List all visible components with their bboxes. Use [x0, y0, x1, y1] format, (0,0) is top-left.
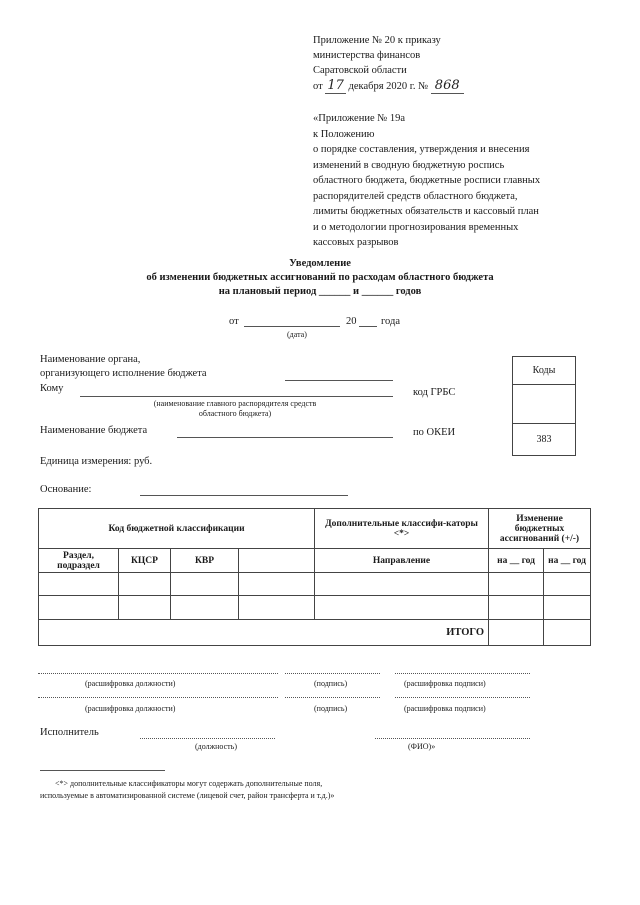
total-label: ИТОГО [39, 620, 489, 646]
appendix-line: «Приложение № 19а [313, 113, 406, 124]
executor-name-caption: (ФИО)» [408, 742, 436, 751]
budget-label: Наименование бюджета [40, 425, 148, 436]
footnote-line1: <*> дополнительные классификаторы могут содержать дополнительные поля, [55, 779, 323, 788]
order-appendix-line1: Приложение № 20 к приказу [313, 35, 441, 46]
basis-field-line [140, 495, 348, 496]
sig2-name-caption: (расшифровка подписи) [404, 704, 486, 713]
budget-field-line [177, 437, 393, 438]
appendix-line: распорядителей средств областного бюджета, [313, 190, 518, 202]
sig1-position-caption: (расшифровка должности) [85, 679, 176, 688]
sig2-signature-caption: (подпись) [314, 704, 348, 713]
order-date-mid: декабря 2020 г. № [348, 81, 429, 92]
sig1-name-caption: (расшифровка подписи) [404, 679, 486, 688]
appendix-block [313, 111, 540, 251]
appendix-line: кассовых разрывов [313, 237, 399, 248]
col-year1-header: на __ год [489, 549, 544, 573]
codes-grbs-cell [513, 385, 575, 424]
order-number-handwritten: 868 [431, 78, 464, 94]
footnote-line2: используемые в автоматизированной системе (лицевой счет, район трансферта и т.д.)» [40, 791, 335, 800]
codes-okei-cell: 383 [536, 434, 552, 445]
basis-label: Основание: [40, 484, 92, 495]
date-year-prefix: 20 [346, 316, 357, 327]
sig1-signature-caption: (подпись) [314, 679, 348, 688]
order-date-prefix: от [313, 81, 323, 92]
to-caption-2: областного бюджета) [198, 409, 272, 418]
col-section-header: Раздел, подраздел [39, 549, 119, 573]
appendix-line: и о методологии прогнозирования временных [313, 221, 519, 233]
to-caption-1: (наименование главного распорядителя средств [153, 399, 317, 408]
executor-name-line [375, 738, 530, 739]
budget-changes-table [38, 508, 591, 646]
group-additional-header: Дополнительные классифи-каторы <*> [315, 509, 489, 549]
okei-label: по ОКЕИ [413, 427, 456, 438]
doc-title: Уведомление [289, 258, 351, 269]
sig1-signature-line [285, 673, 380, 674]
col-kcsr-header: КЦСР [119, 549, 171, 573]
col-year2-header: на __ год [544, 549, 591, 573]
appendix-line: областного бюджета, бюджетные росписи главных [313, 175, 541, 186]
grbs-label: код ГРБС [413, 387, 456, 398]
col-direction-header: Направление [315, 549, 489, 573]
org-field-line [285, 380, 393, 381]
org-label-1: Наименование органа, [40, 354, 141, 365]
col-empty-header [239, 549, 315, 573]
sig2-position-caption: (расшифровка должности) [85, 704, 176, 713]
sig1-position-line [38, 673, 278, 674]
executor-position-caption: (должность) [195, 742, 237, 751]
footnote-separator [40, 770, 165, 771]
org-label-2: организующего исполнение бюджета [40, 368, 207, 379]
total-row [39, 620, 591, 646]
sig2-signature-line [285, 697, 380, 698]
appendix-line: о порядке составления, утверждения и внесения [313, 144, 530, 155]
to-field-line [80, 396, 393, 397]
sig2-position-line [38, 697, 278, 698]
date-day-month-line [244, 326, 340, 327]
unit-label: Единица измерения: руб. [40, 456, 153, 467]
codes-box [512, 356, 576, 456]
order-appendix-line2: министерства финансов [313, 50, 421, 61]
date-caption: (дата) [287, 330, 307, 339]
sig1-name-line [395, 673, 530, 674]
date-prefix: от [229, 316, 239, 327]
to-label: Кому [40, 383, 64, 394]
doc-subtitle: об изменении бюджетных ассигнований по расходам областного бюджета [146, 272, 494, 283]
date-year-line [359, 326, 377, 327]
order-appendix-line3: Саратовской области [313, 65, 407, 76]
appendix-line: изменений в сводную бюджетную роспись [313, 159, 505, 171]
appendix-line: к Положению [313, 128, 375, 140]
col-kvr-header: КВР [171, 549, 239, 573]
executor-label: Исполнитель [40, 727, 99, 738]
table-row [39, 596, 591, 620]
executor-position-line [140, 738, 275, 739]
doc-period: на плановый период ______ и ______ годов [218, 286, 422, 297]
sig2-name-line [395, 697, 530, 698]
order-date-line [313, 79, 464, 93]
codes-header: Коды [513, 357, 575, 385]
date-suffix: года [381, 316, 400, 327]
appendix-line: лимиты бюджетных обязательств и кассовый план [313, 206, 539, 217]
order-day-handwritten: 17 [327, 78, 344, 93]
table-row [39, 573, 591, 596]
group-change-header: Изменение бюджетных ассигнований (+/-) [489, 509, 591, 549]
group-kbk-header: Код бюджетной классификации [39, 509, 315, 549]
